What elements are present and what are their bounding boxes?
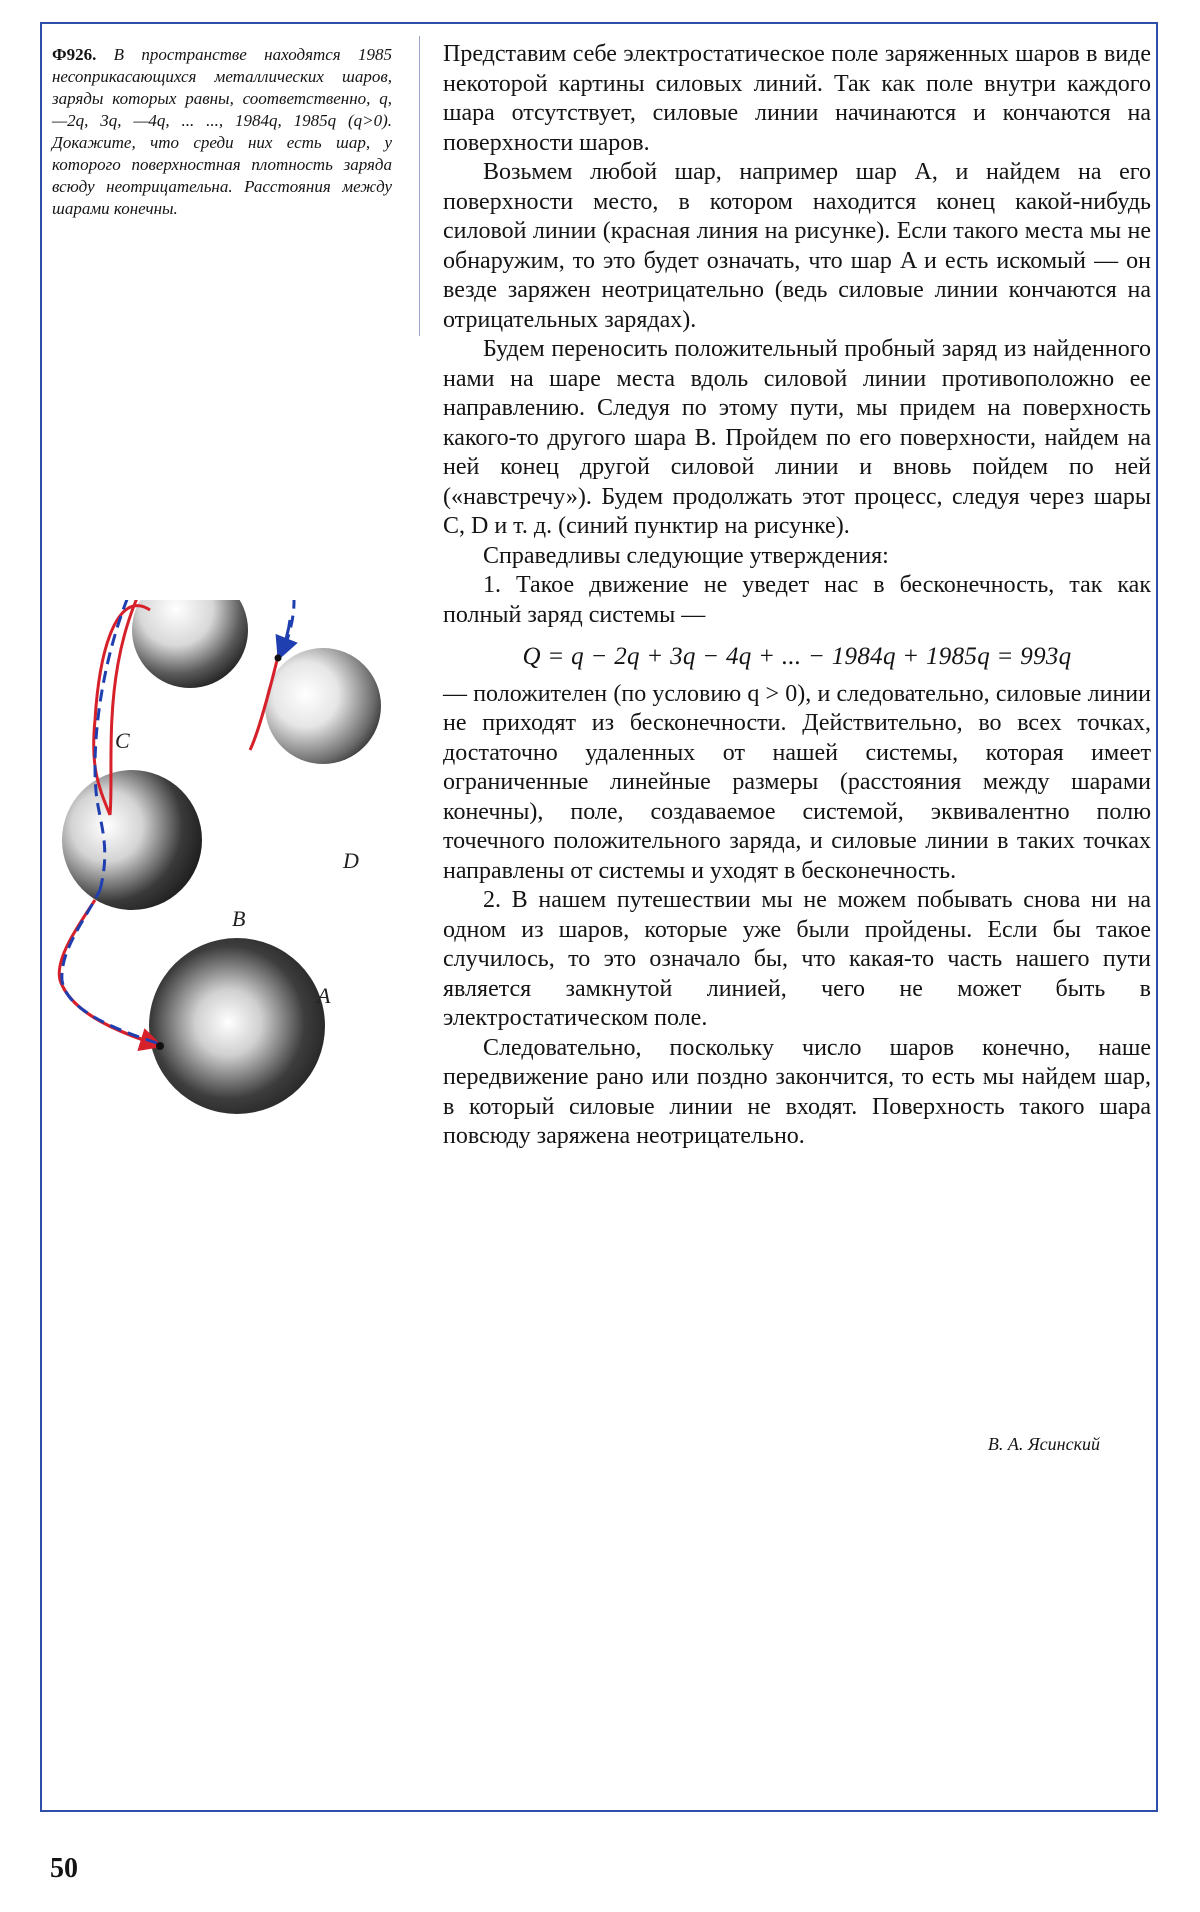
solution-paragraph-3: Будем переносить положительный пробный заряд из найденного нами на шаре места вдоль силовой линии противоположно ее направлению. Следуя по этому пути, мы придем на поверхность какого-то другого шара B. Пройдем по его поверхности, найдем на ней конец другой силовой линии и вновь пойдем по ней («навстречу»). Будем продолжать этот процесс, следуя через шары C, D и т. д. (синий пунктир на рисунке). [443,336,1151,539]
field-line-red-end [60,980,158,1045]
solution-paragraph-6: — положителен (по условию q > 0), и следовательно, силовые линии не приходят из бесконечности. Действительно, во всех точках, достаточно удаленных от нашей системы, которая имеет ограниченные линейные размеры (расстояния между шарами конечны), поле, создаваемое системой, эквивалентно полю точечного положительного заряда, и силовые линии в таких точках направлены от системы и уходят в бесконечность. [443,680,1151,884]
field-line-endpoint [156,1042,164,1050]
problem-text: В пространстве находятся 1985 несоприкасающихся металлических шаров, заряды которых равны, соответственно, q, —2q, 3q, —4q, ... ..., 1984q, 1985q (q>0). Докажите, что среди них есть шар, у которого поверхностная плотность заряда всюду неотрицательна. Расстояния между шарами конечны. [52,45,392,218]
solution-text [443,40,1151,1152]
label-a: A [317,983,331,1008]
sphere-d-endpoint [275,655,282,662]
label-b: B [232,906,246,931]
column-divider [419,36,420,336]
sphere-b [62,770,202,910]
author-signature: В. А. Ясинский [987,1434,1100,1454]
solution-paragraph-7: 2. В нашем путешествии мы не можем побывать снова ни на одном из шаров, которые уже были пройдены. Если бы такое случилось, то это означало бы, что какая-то часть нашего пути является замкнутой линией, чего не может быть в электростатическом поле. [443,887,1151,1031]
solution-paragraph-2: Возьмем любой шар, например шар A, и найдем на его поверхности место, в котором находится конец какой-нибудь силовой линии (красная линия на рисунке). Если такого места мы не обнаружим, то это будет означать, что шар A и есть искомый — он везде заряжен неотрицательно (ведь силовые линии кончаются на отрицательных зарядах). [443,159,1151,333]
label-d: D [343,848,359,873]
spheres-figure [40,600,420,1160]
solution-paragraph-5: 1. Такое движение не уведет нас в бесконечность, так как полный заряд системы — [443,572,1151,628]
problem-statement [52,44,392,220]
sphere-d [265,648,381,764]
sphere-a [149,938,325,1114]
spheres-illustration [40,600,420,1160]
page-number: 50 [50,1853,78,1884]
solution-paragraph-1: Представим себе электростатическое поле заряженных шаров в виде некоторой картины силовых линий. Так как поле внутри каждого шара отсутствует, силовые линии начинаются и кончаются на поверхности шаров. [443,41,1151,156]
label-c: C [115,728,130,753]
solution-paragraph-4: Справедливы следующие утверждения: [483,542,889,569]
sphere-c [132,600,248,688]
charge-formula: Q = q − 2q + 3q − 4q + ... − 1984q + 1985q = 993q [522,643,1072,670]
problem-number: Ф926. [52,45,97,64]
solution-paragraph-8: Следовательно, поскольку число шаров конечно, наше передвижение рано или поздно закончится, то есть мы найдем шар, в который силовые линии не входят. Поверхность такого шара повсюду заряжена неотрицательно. [443,1034,1151,1149]
